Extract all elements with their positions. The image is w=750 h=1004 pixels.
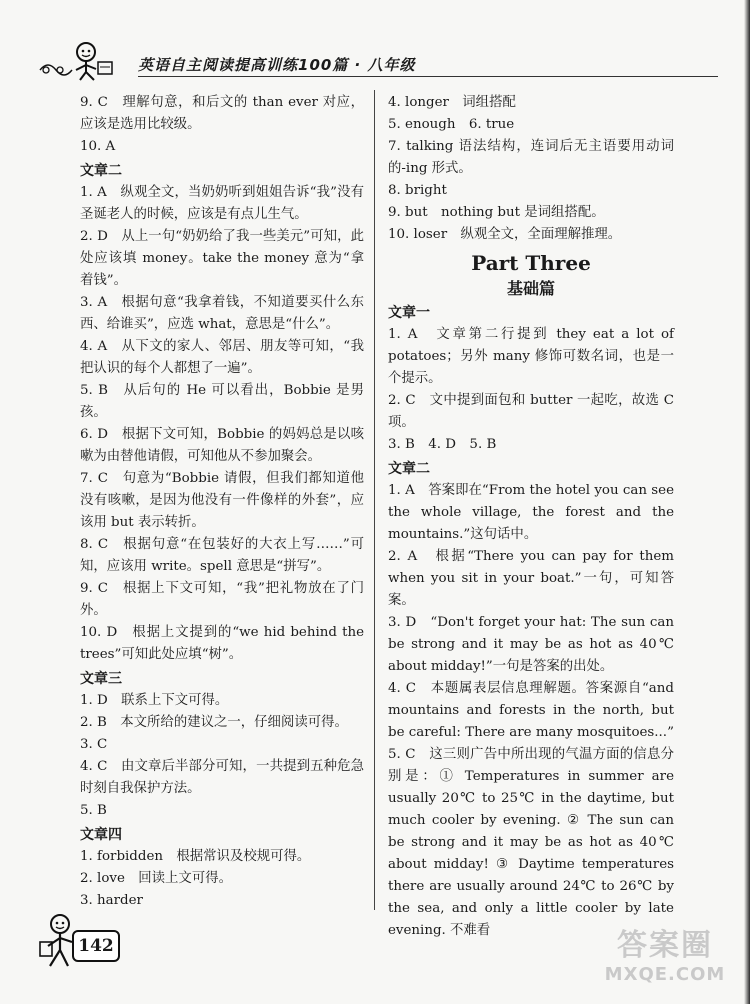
book-title: 英语自主阅读提高训练100篇 · 八年级 <box>138 56 416 74</box>
part-title: Part Three <box>471 251 591 275</box>
answer-item: 4. longer 词组搭配 <box>388 95 516 110</box>
answer-item: 7. C 句意为“Bobbie 请假，但我们都知道他没有咳嗽，是因为他没有一件像样的外套”，应该用 but 表示转折。 <box>80 471 364 530</box>
answer-item: 10. loser 纵观全文，全面理解推理。 <box>388 227 622 242</box>
answer-item: 1. A 纵观全文，当奶奶听到姐姐告诉“我”没有圣诞老人的时候，应该是有点儿生气。 <box>80 185 364 222</box>
watermark-logo <box>600 928 730 998</box>
answer-item: 3. A 根据句意“我拿着钱，不知道要买什么东西、给谁买”，应选 what，意思是“什么”。 <box>80 295 364 332</box>
answer-item: 5. B 从后句的 He 可以看出，Bobbie 是男孩。 <box>80 383 364 420</box>
answer-item: 5. enough 6. true <box>388 117 515 132</box>
answer-item: 8. bright <box>388 183 447 198</box>
answer-item: 9. but nothing but 是词组搭配。 <box>388 205 605 220</box>
column-divider <box>374 90 375 910</box>
section-heading: 文章二 <box>80 163 122 179</box>
page-edge-shadow <box>744 0 750 1004</box>
answer-item: 1. D 联系上下文可得。 <box>80 693 229 708</box>
part-subtitle: 基础篇 <box>506 279 555 298</box>
page-number: 142 <box>72 930 120 962</box>
page-header <box>38 40 718 80</box>
section-heading: 文章三 <box>80 671 122 687</box>
answer-item: 4. C 本题属表层信息理解题。答案源自“and mountains and forests in the north, but be careful: There are many mosquitoes...” <box>388 681 674 740</box>
answer-item: 5. B <box>80 803 107 818</box>
answer-item: 3. D “Don't forget your hat: The sun can be strong and it may be as hot as 40℃ about midday!”一句是答案的出处。 <box>388 615 674 674</box>
answer-item: 8. C 根据句意“在包装好的大衣上写……”可知，应该用 write。spell 意思是“拼写”。 <box>80 537 364 574</box>
section-heading: 文章一 <box>388 305 430 321</box>
answer-item: 1. A 文章第二行提到 they eat a lot of potatoes；另外 many 修饰可数名词，也是一个提示。 <box>388 327 674 386</box>
answer-item: 9. C 根据上下文可知，“我”把礼物放在了门外。 <box>80 581 364 618</box>
answer-item: 9. C 理解句意，和后文的 than ever 对应，应该是选用比较级。 <box>80 95 364 132</box>
answer-item: 2. A 根据“There you can pay for them when you sit in your boat.”一句，可知答案。 <box>388 549 674 608</box>
left-column <box>80 92 364 912</box>
right-column <box>388 92 674 942</box>
answer-item: 5. C 这三则广告中所出现的气温方面的信息分别是：① Temperatures in summer are usually 20℃ to 25℃ in the daytime, but much cooler by evening. ② The sun can be strong and it may be as hot as 40℃ about midday! ③ Daytime temperatures there are usually around 24℃ to 26℃ by the sea, and only a little cooler by late evening. 不难看 <box>388 747 674 938</box>
answer-item: 1. forbidden 根据常识及校规可得。 <box>80 849 311 864</box>
answer-item: 6. D 根据下文可知，Bobbie 的妈妈总是以咳嗽为由替他请假，可知他从不参加聚会。 <box>80 427 364 464</box>
answer-item: 3. B 4. D 5. B <box>388 437 497 452</box>
answer-item: 10. D 根据上文提到的“we hid behind the trees”可知此处应填“树”。 <box>80 625 364 662</box>
section-heading: 文章四 <box>80 827 122 843</box>
answer-item: 2. D 从上一句“奶奶给了我一些美元”可知，此处应该填 money。take the money 意为“拿着钱”。 <box>80 229 364 288</box>
answer-item: 3. C <box>80 737 108 752</box>
answer-item: 2. B 本文所给的建议之一，仔细阅读可得。 <box>80 715 348 730</box>
answer-item: 4. A 从下文的家人、邻居、朋友等可知，“我把认识的每个人都想了一遍”。 <box>80 339 364 376</box>
answer-item: 1. A 答案即在“From the hotel you can see the whole village, the forest and the mountains.”这句话中。 <box>388 483 674 542</box>
watermark-top: 答案圈 <box>617 928 713 963</box>
section-heading: 文章二 <box>388 461 430 477</box>
header-rule <box>138 76 718 77</box>
answer-item: 2. love 回读上文可得。 <box>80 871 232 886</box>
answer-item: 3. harder <box>80 893 143 908</box>
watermark-bottom: MXQE.COM <box>604 964 726 985</box>
answer-item: 2. C 文中提到面包和 butter 一起吃，故选 C 项。 <box>388 393 674 430</box>
answer-item: 7. talking 语法结构，连词后无主语要用动词的-ing 形式。 <box>388 139 674 176</box>
answer-item: 4. C 由文章后半部分可知，一共提到五种危急时刻自我保护方法。 <box>80 759 364 796</box>
answer-item: 10. A <box>80 139 116 154</box>
stick-figure-logo-icon <box>38 40 138 82</box>
